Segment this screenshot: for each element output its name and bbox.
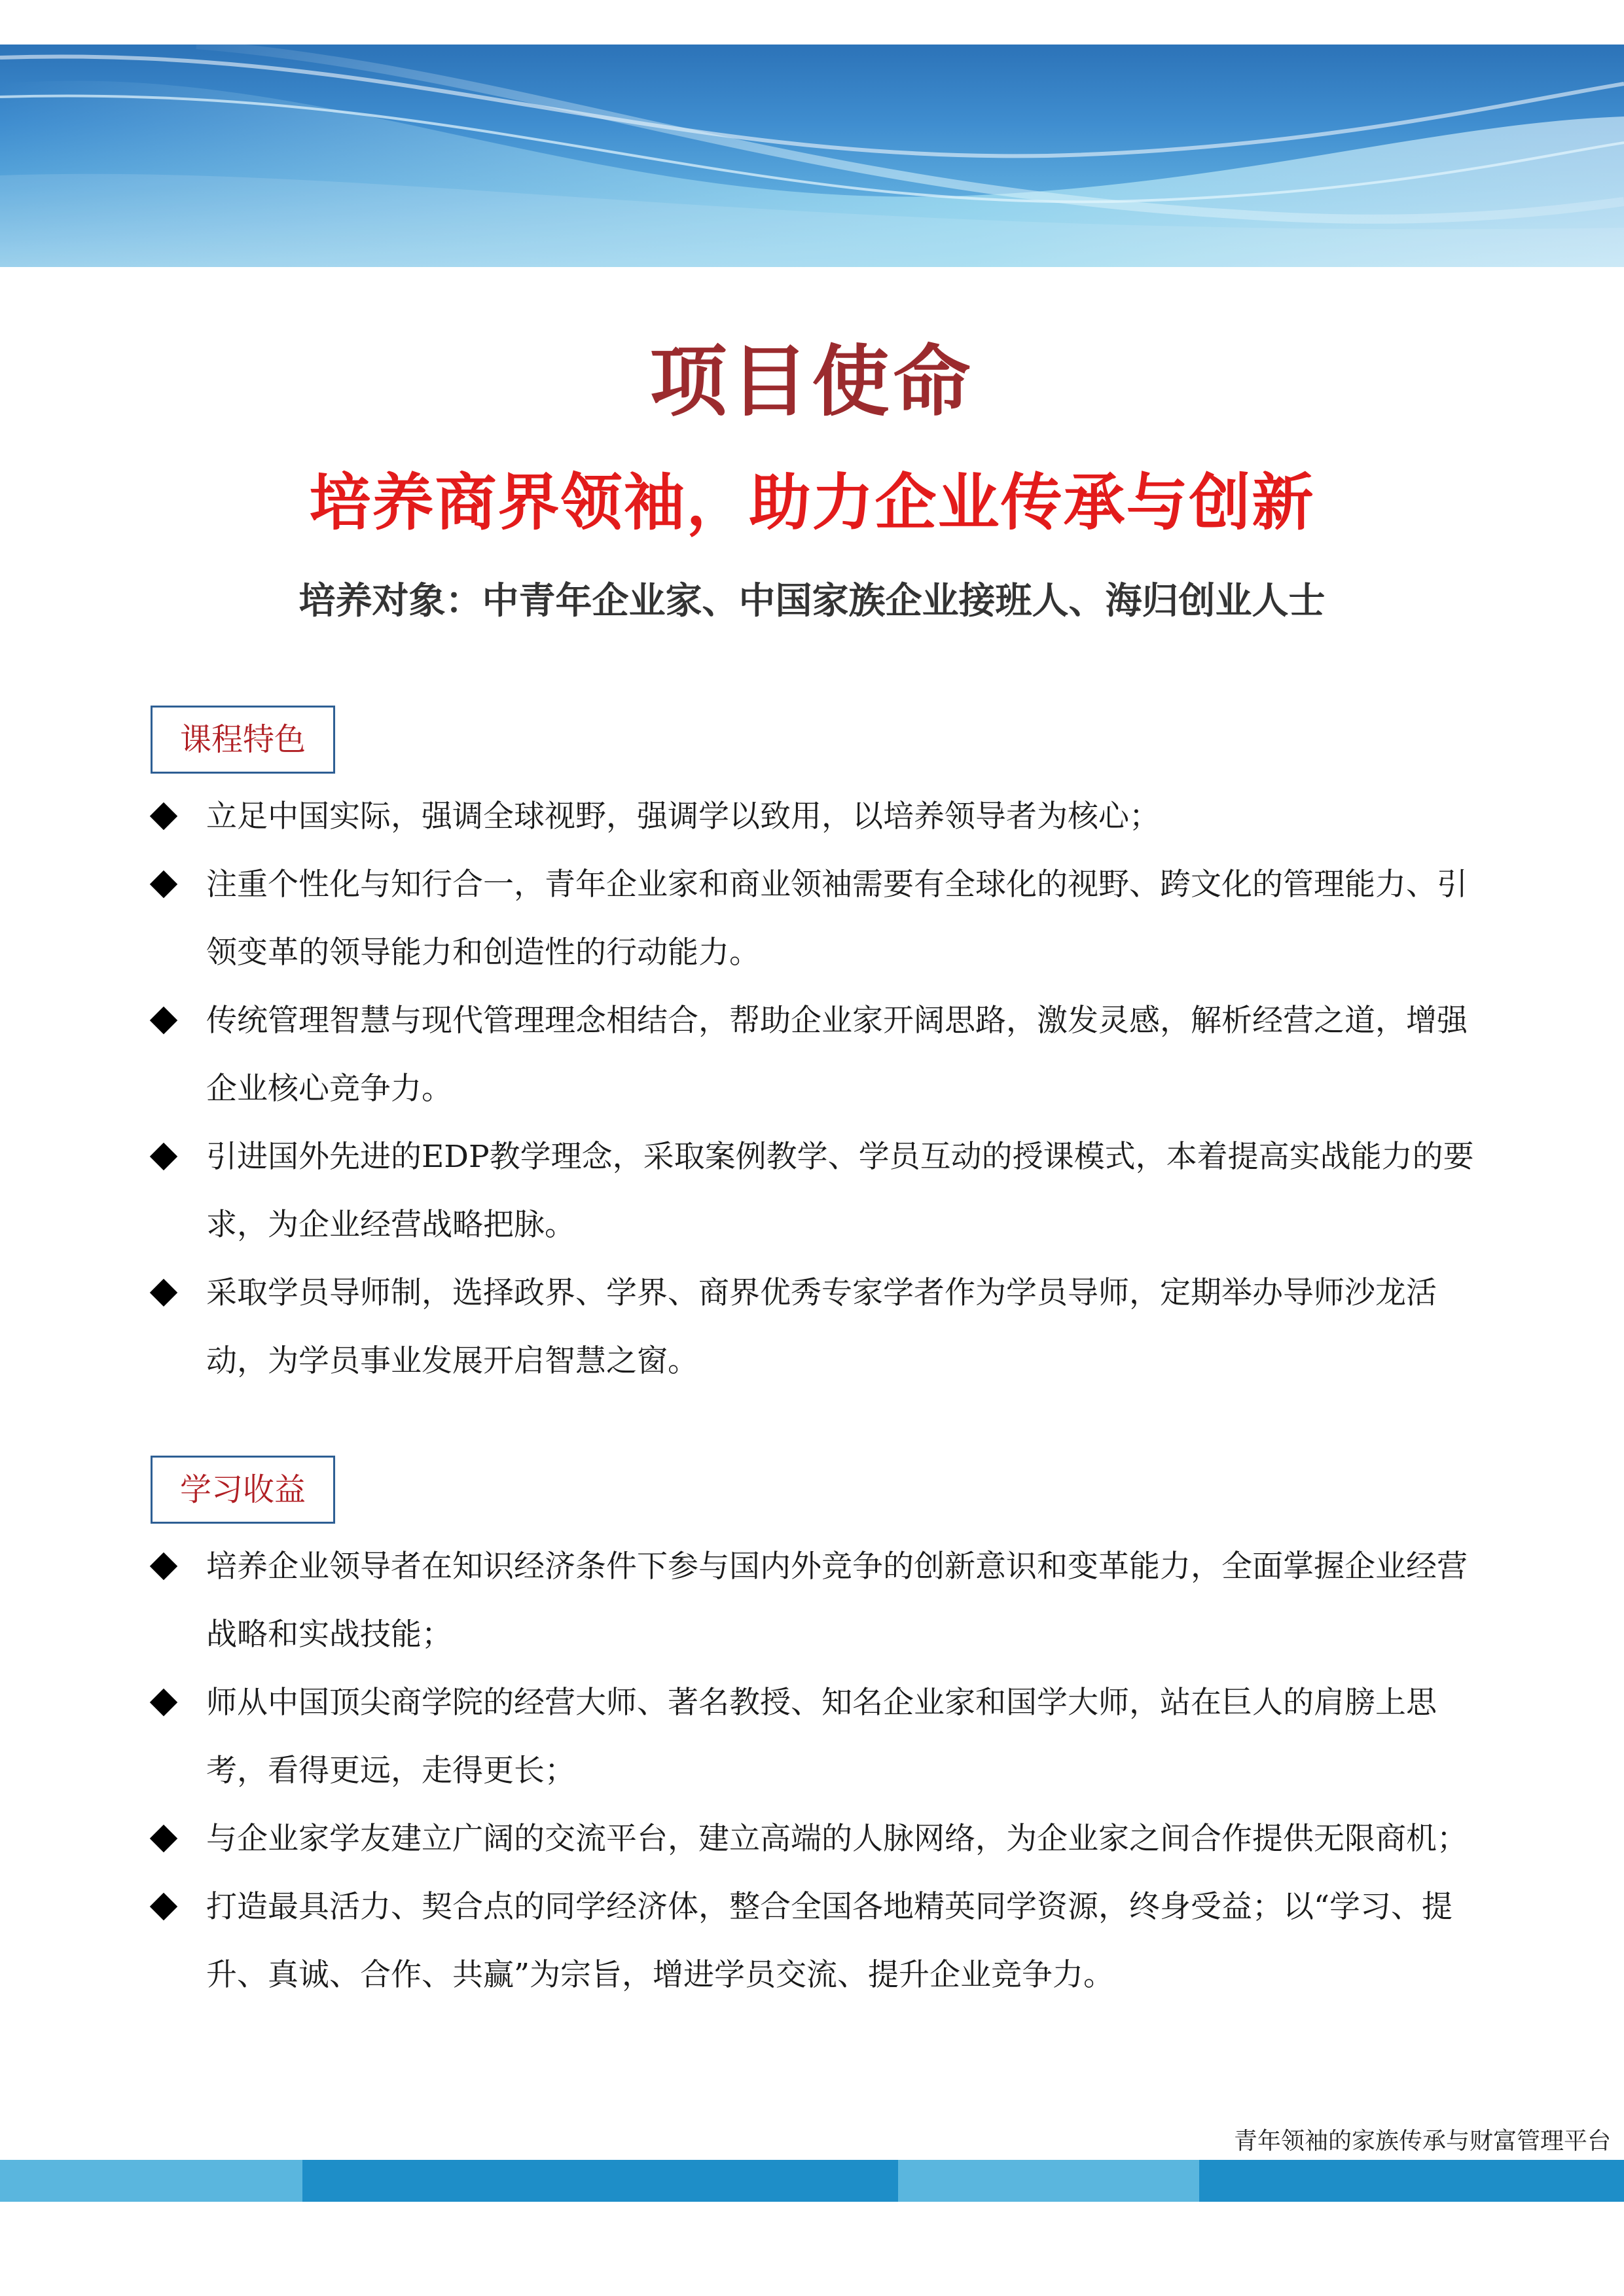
diamond-bullet-icon	[150, 1689, 177, 1716]
page-title: 项目使命	[649, 336, 975, 427]
list-item: 立足中国实际，强调全球视野，强调学以致用，以培养领导者为核心；	[147, 783, 1489, 851]
diamond-bullet-icon	[150, 802, 177, 830]
diamond-bullet-icon	[150, 1143, 177, 1170]
learning-benefits-list	[147, 1533, 1489, 2009]
wave-decoration	[0, 45, 1624, 267]
diamond-bullet-icon	[150, 870, 177, 898]
header-banner	[0, 45, 1624, 267]
list-item: 师从中国顶尖商学院的经营大师、著名教授、知名企业家和国学大师，站在巨人的肩膀上思考，看得更远，走得更长；	[147, 1669, 1489, 1805]
target-audience: 培养对象：中青年企业家、中国家族企业接班人、海归创业人士	[298, 579, 1326, 622]
section-label-course-features: 课程特色	[151, 706, 335, 774]
diamond-bullet-icon	[150, 1893, 177, 1920]
footer-tagline: 青年领袖的家族传承与财富管理平台	[1233, 2128, 1611, 2155]
footer-bar	[0, 2160, 1624, 2202]
list-item: 打造最具活力、契合点的同学经济体，整合全国各地精英同学资源，终身受益；以“学习、提升、真诚、合作、共赢”为宗旨，增进学员交流、提升企业竞争力。	[147, 1873, 1489, 2009]
list-item: 注重个性化与知行合一，青年企业家和商业领袖需要有全球化的视野、跨文化的管理能力、引领变革的领导能力和创造性的行动能力。	[147, 851, 1489, 987]
footer-bar-segment	[302, 2160, 898, 2202]
mission-slogan: 培养商界领袖，助力企业传承与创新	[309, 467, 1315, 539]
list-item: 培养企业领导者在知识经济条件下参与国内外竞争的创新意识和变革能力，全面掌握企业经营战略和实战技能；	[147, 1533, 1489, 1669]
list-item: 引进国外先进的EDP教学理念，采取案例教学、学员互动的授课模式，本着提高实战能力的要求，为企业经营战略把脉。	[147, 1123, 1489, 1259]
footer-bar-segment	[0, 2160, 302, 2202]
course-features-list	[147, 783, 1489, 1395]
footer-bar-segment	[898, 2160, 1199, 2202]
diamond-bullet-icon	[150, 1552, 177, 1580]
diamond-bullet-icon	[150, 1007, 177, 1034]
list-item: 与企业家学友建立广阔的交流平台，建立高端的人脉网络，为企业家之间合作提供无限商机；	[147, 1805, 1489, 1873]
list-item: 传统管理智慧与现代管理理念相结合，帮助企业家开阔思路，激发灵感，解析经营之道，增强企业核心竞争力。	[147, 987, 1489, 1123]
footer-bar-segment	[1199, 2160, 1624, 2202]
section-label-learning-benefits: 学习收益	[151, 1456, 335, 1524]
list-item: 采取学员导师制，选择政界、学界、商界优秀专家学者作为学员导师，定期举办导师沙龙活动，为学员事业发展开启智慧之窗。	[147, 1259, 1489, 1395]
diamond-bullet-icon	[150, 1825, 177, 1852]
diamond-bullet-icon	[150, 1279, 177, 1306]
